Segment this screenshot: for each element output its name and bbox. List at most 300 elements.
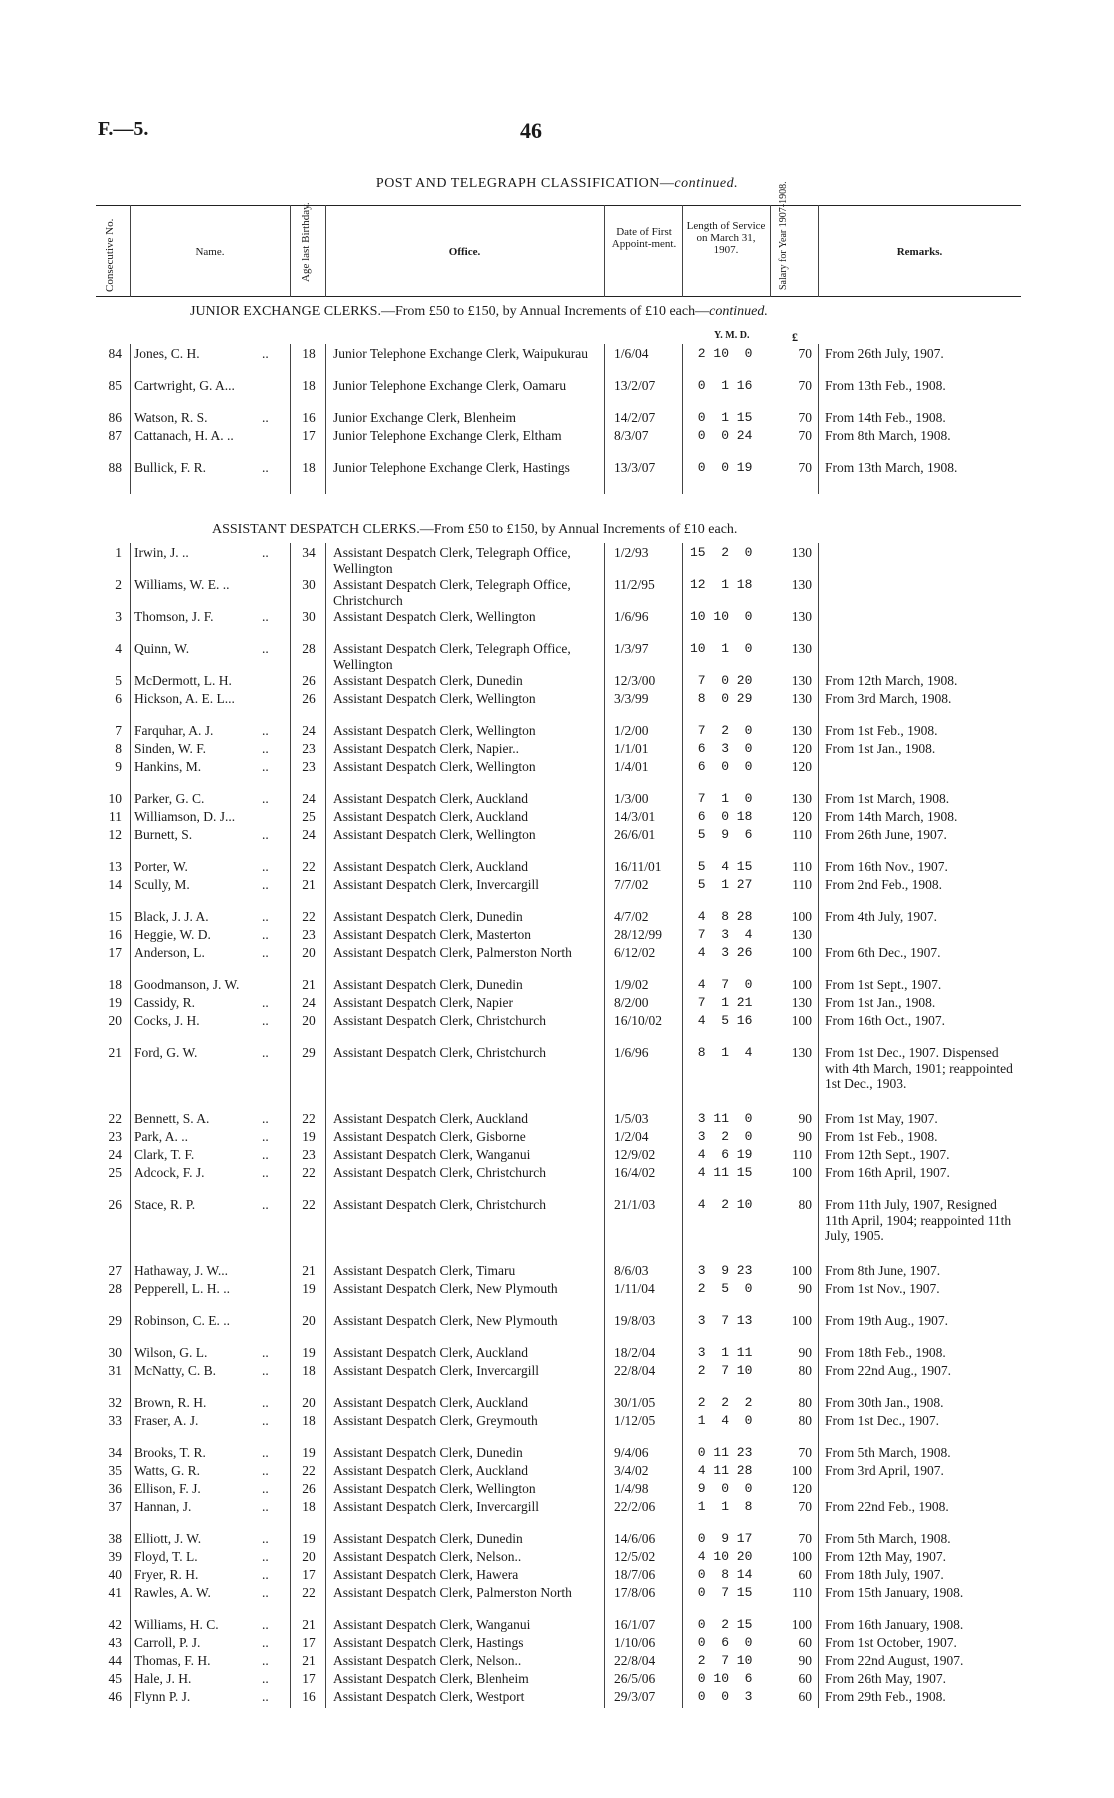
row-number: 29 [108, 1313, 122, 1328]
row-name: Black, J. J. A. [134, 909, 209, 924]
row-name: Clark, T. F. [134, 1147, 195, 1162]
row-remarks: From 12th May, 1907. [825, 1549, 946, 1564]
row-office: Assistant Despatch Clerk, Wellington [333, 1481, 536, 1496]
row-date-first: 1/5/03 [614, 1111, 649, 1126]
row-number: 39 [108, 1549, 122, 1564]
row-leader-dots: .. [262, 1617, 269, 1632]
row-office: Assistant Despatch Clerk, Wellington [333, 759, 536, 774]
row-leader-dots: .. [262, 1671, 269, 1686]
row-salary: 90 [798, 1345, 812, 1360]
row-number: 34 [108, 1445, 122, 1460]
row-number: 14 [108, 877, 122, 892]
row-date-first: 6/12/02 [614, 945, 656, 960]
row-office: Assistant Despatch Clerk, Dunedin [333, 977, 523, 992]
row-office: Assistant Despatch Clerk, Westport [333, 1689, 525, 1704]
row-office: Assistant Despatch Clerk, Invercargill [333, 877, 539, 892]
row-date-first: 8/3/07 [614, 428, 649, 443]
row-remarks: From 3rd April, 1907. [825, 1463, 944, 1478]
row-age: 21 [302, 1653, 316, 1668]
row-length-service: 4 6 19 [690, 1147, 753, 1162]
row-salary: 70 [798, 460, 812, 475]
row-number: 31 [108, 1363, 122, 1378]
row-length-service: 0 0 3 [690, 1689, 753, 1704]
row-date-first: 3/4/02 [614, 1463, 649, 1478]
row-salary: 130 [791, 673, 812, 688]
row-number: 23 [108, 1129, 122, 1144]
row-remarks: From 18th Feb., 1908. [825, 1345, 946, 1360]
row-leader-dots: .. [262, 1481, 269, 1496]
row-leader-dots: .. [262, 1395, 269, 1410]
section-heading-assistant-despatch: ASSISTANT DESPATCH CLERKS.—From £50 to £150, by Annual Increments of £10 each. [212, 522, 738, 537]
row-name: Rawles, A. W. [134, 1585, 211, 1600]
row-age: 24 [302, 791, 316, 806]
row-office: Assistant Despatch Clerk, Christchurch [333, 1197, 546, 1212]
row-length-service: 10 10 0 [690, 609, 753, 624]
length-col-rule [682, 543, 683, 1708]
row-office: Junior Telephone Exchange Clerk, Oamaru [333, 378, 567, 393]
remarks-col-rule [818, 543, 819, 1708]
row-name: Williams, W. E. .. [134, 577, 230, 592]
row-salary: 90 [798, 1111, 812, 1126]
row-salary: 70 [798, 378, 812, 393]
row-office: Assistant Despatch Clerk, Masterton [333, 927, 531, 942]
row-number: 36 [108, 1481, 122, 1496]
row-remarks: From 13th March, 1908. [825, 460, 958, 475]
col-remarks: Remarks. [896, 246, 943, 258]
row-office: Assistant Despatch Clerk, Auckland [333, 1463, 528, 1478]
row-name: Fraser, A. J. [134, 1413, 199, 1428]
row-number: 2 [115, 577, 122, 592]
row-office: Assistant Despatch Clerk, Timaru [333, 1263, 516, 1278]
row-office: Junior Telephone Exchange Clerk, Eltham [333, 428, 562, 443]
row-age: 26 [302, 691, 316, 706]
row-age: 21 [302, 877, 316, 892]
row-name: Ford, G. W. [134, 1045, 198, 1060]
row-date-first: 1/3/97 [614, 641, 649, 656]
row-salary: 120 [791, 741, 812, 756]
row-remarks: From 1st Nov., 1907. [825, 1281, 940, 1296]
row-salary: 70 [798, 1445, 812, 1460]
row-salary: 100 [791, 945, 812, 960]
row-age: 22 [302, 1585, 316, 1600]
row-length-service: 6 3 0 [690, 741, 753, 756]
row-office: Assistant Despatch Clerk, Auckland [333, 1345, 528, 1360]
row-office: Assistant Despatch Clerk, Dunedin [333, 673, 523, 688]
row-remarks: From 1st October, 1907. [825, 1635, 957, 1650]
row-name: Jones, C. H. [134, 346, 200, 361]
row-remarks: From 13th Feb., 1908. [825, 378, 946, 393]
row-number: 42 [108, 1617, 122, 1632]
row-date-first: 1/6/04 [614, 346, 649, 361]
row-length-service: 4 11 28 [690, 1463, 753, 1478]
row-number: 85 [108, 378, 122, 393]
row-date-first: 12/3/00 [614, 673, 656, 688]
row-salary: 120 [791, 1481, 812, 1496]
row-name: Farquhar, A. J. [134, 723, 214, 738]
row-office: Assistant Despatch Clerk, New Plymouth [333, 1281, 558, 1296]
row-salary: 130 [791, 995, 812, 1010]
row-age: 20 [302, 1395, 316, 1410]
row-date-first: 22/8/04 [614, 1653, 656, 1668]
row-salary: 130 [791, 641, 812, 656]
name-col-rule [130, 543, 131, 1708]
row-date-first: 1/9/02 [614, 977, 649, 992]
row-length-service: 7 1 21 [690, 995, 753, 1010]
col-age: Age last Birthday. [300, 202, 312, 282]
row-date-first: 29/3/07 [614, 1689, 656, 1704]
row-remarks: From 29th Feb., 1908. [825, 1689, 946, 1704]
row-name: McNatty, C. B. [134, 1363, 216, 1378]
row-office: Assistant Despatch Clerk, Wellington [333, 827, 536, 842]
row-length-service: 0 1 16 [690, 378, 753, 393]
row-leader-dots: .. [262, 927, 269, 942]
row-date-first: 1/4/98 [614, 1481, 649, 1496]
row-salary: 70 [798, 428, 812, 443]
row-salary: 130 [791, 609, 812, 624]
row-date-first: 11/2/95 [614, 577, 655, 592]
row-age: 28 [302, 641, 316, 656]
row-age: 18 [302, 1499, 316, 1514]
row-date-first: 18/7/06 [614, 1567, 656, 1582]
row-name: Hale, J. H. [134, 1671, 192, 1686]
row-leader-dots: .. [262, 1111, 269, 1126]
row-remarks: From 14th Feb., 1908. [825, 410, 946, 425]
row-remarks: From 12th Sept., 1907. [825, 1147, 950, 1162]
row-number: 24 [108, 1147, 122, 1162]
row-remarks: From 22nd Feb., 1908. [825, 1499, 949, 1514]
row-age: 26 [302, 673, 316, 688]
row-length-service: 4 7 0 [690, 977, 753, 992]
row-length-service: 4 10 20 [690, 1549, 753, 1564]
row-name: Cocks, J. H. [134, 1013, 200, 1028]
row-number: 86 [108, 410, 122, 425]
row-office: Assistant Despatch Clerk, Palmerston North [333, 1585, 572, 1600]
row-length-service: 0 7 15 [690, 1585, 753, 1600]
row-length-service: 5 1 27 [690, 877, 753, 892]
row-number: 4 [115, 641, 122, 656]
row-remarks: From 16th Oct., 1907. [825, 1013, 945, 1028]
row-age: 18 [302, 460, 316, 475]
row-age: 19 [302, 1445, 316, 1460]
row-age: 22 [302, 859, 316, 874]
row-office: Assistant Despatch Clerk, Christchurch [333, 1013, 546, 1028]
row-salary: 60 [798, 1671, 812, 1686]
row-office: Assistant Despatch Clerk, Wellington [333, 691, 536, 706]
row-office: Assistant Despatch Clerk, Auckland [333, 809, 528, 824]
remarks-col-rule [818, 344, 819, 494]
row-age: 21 [302, 977, 316, 992]
row-age: 24 [302, 723, 316, 738]
row-length-service: 2 5 0 [690, 1281, 753, 1296]
row-name: Flynn P. J. [134, 1689, 191, 1704]
page-title [0, 176, 1114, 192]
row-name: Park, A. .. [134, 1129, 188, 1144]
row-leader-dots: .. [262, 1653, 269, 1668]
row-name: Carroll, P. J. [134, 1635, 201, 1650]
row-remarks: From 12th March, 1908. [825, 673, 958, 688]
row-length-service: 5 4 15 [690, 859, 753, 874]
office-col-rule [325, 543, 326, 1708]
row-office: Assistant Despatch Clerk, Napier.. [333, 741, 519, 756]
row-name: Bennett, S. A. [134, 1111, 210, 1126]
title-continued: continued. [674, 176, 739, 191]
row-number: 17 [108, 945, 122, 960]
row-office: Assistant Despatch Clerk, Telegraph Office, Christchurch [333, 577, 571, 608]
row-age: 25 [302, 809, 316, 824]
row-number: 88 [108, 460, 122, 475]
row-remarks: From 11th July, 1907, Resigned 11th April, 1904; reappointed 11th July, 1905. [825, 1197, 1012, 1243]
row-age: 18 [302, 346, 316, 361]
row-date-first: 1/1/01 [614, 741, 649, 756]
row-remarks: From 26th June, 1907. [825, 827, 947, 842]
row-name: McDermott, L. H. [134, 673, 232, 688]
date-col-rule [604, 543, 605, 1708]
row-office: Assistant Despatch Clerk, Telegraph Office, Wellington [333, 641, 571, 672]
row-leader-dots: .. [262, 460, 269, 475]
row-date-first: 3/3/99 [614, 691, 649, 706]
row-age: 20 [302, 1013, 316, 1028]
row-office: Junior Telephone Exchange Clerk, Hastings [333, 460, 570, 475]
row-leader-dots: .. [262, 791, 269, 806]
row-length-service: 3 11 0 [690, 1111, 753, 1126]
row-length-service: 2 10 0 [690, 346, 753, 361]
row-date-first: 1/12/05 [614, 1413, 656, 1428]
section1-heading-text: JUNIOR EXCHANGE CLERKS.—From £50 to £150, by Annual Increments of £10 each— [190, 304, 710, 319]
title-text: POST AND TELEGRAPH CLASSIFICATION— [375, 176, 675, 191]
row-length-service: 9 0 0 [690, 1481, 753, 1496]
row-leader-dots: .. [262, 759, 269, 774]
row-salary: 120 [791, 809, 812, 824]
row-age: 19 [302, 1345, 316, 1360]
row-office: Assistant Despatch Clerk, Christchurch [333, 1045, 546, 1060]
row-number: 28 [108, 1281, 122, 1296]
row-age: 17 [302, 1671, 316, 1686]
row-length-service: 1 4 0 [690, 1413, 753, 1428]
row-salary: 110 [792, 1585, 812, 1600]
row-remarks: From 1st Dec., 1907. [825, 1413, 939, 1428]
row-age: 22 [302, 909, 316, 924]
row-number: 18 [108, 977, 122, 992]
row-date-first: 30/1/05 [614, 1395, 656, 1410]
row-age: 19 [302, 1531, 316, 1546]
row-date-first: 1/2/93 [614, 545, 649, 560]
row-name: Floyd, T. L. [134, 1549, 198, 1564]
row-leader-dots: .. [262, 995, 269, 1010]
row-length-service: 6 0 0 [690, 759, 753, 774]
row-leader-dots: .. [262, 859, 269, 874]
date-col-rule [604, 344, 605, 494]
row-remarks: From 1st Dec., 1907. Dispensed with 4th March, 1901; reappointed 1st Dec., 1903. [825, 1045, 1013, 1091]
row-office: Assistant Despatch Clerk, New Plymouth [333, 1313, 558, 1328]
row-salary: 110 [792, 1147, 812, 1162]
row-remarks: From 18th July, 1907. [825, 1567, 944, 1582]
row-number: 25 [108, 1165, 122, 1180]
row-length-service: 4 11 15 [690, 1165, 753, 1180]
row-age: 19 [302, 1129, 316, 1144]
row-remarks: From 5th March, 1908. [825, 1531, 951, 1546]
row-office: Assistant Despatch Clerk, Hawera [333, 1567, 519, 1582]
row-date-first: 21/1/03 [614, 1197, 656, 1212]
row-number: 13 [108, 859, 122, 874]
length-col-rule [682, 344, 683, 494]
row-name: Hickson, A. E. L... [134, 691, 235, 706]
row-salary: 120 [791, 759, 812, 774]
row-age: 34 [302, 545, 316, 560]
row-date-first: 1/3/00 [614, 791, 649, 806]
row-office: Assistant Despatch Clerk, Invercargill [333, 1363, 539, 1378]
row-salary: 90 [798, 1129, 812, 1144]
row-date-first: 1/11/04 [614, 1281, 655, 1296]
row-length-service: 0 10 6 [690, 1671, 753, 1686]
row-name: Watts, G. R. [134, 1463, 201, 1478]
row-number: 43 [108, 1635, 122, 1650]
row-name: Hathaway, J. W... [134, 1263, 228, 1278]
row-remarks: From 8th March, 1908. [825, 428, 951, 443]
row-date-first: 19/8/03 [614, 1313, 656, 1328]
row-salary: 70 [798, 1499, 812, 1514]
row-date-first: 4/7/02 [614, 909, 649, 924]
row-length-service: 3 9 23 [690, 1263, 753, 1278]
row-office: Assistant Despatch Clerk, Auckland [333, 791, 528, 806]
row-length-service: 0 8 14 [690, 1567, 753, 1582]
row-age: 20 [302, 1313, 316, 1328]
row-salary: 130 [791, 927, 812, 942]
header-bottom-rule [96, 296, 1021, 297]
row-age: 18 [302, 1413, 316, 1428]
row-length-service: 7 0 20 [690, 673, 753, 688]
row-salary: 130 [791, 691, 812, 706]
row-office: Assistant Despatch Clerk, Napier [333, 995, 513, 1010]
row-salary: 130 [791, 1045, 812, 1060]
page-number: 46 [520, 118, 542, 143]
row-name: Williamson, D. J... [134, 809, 236, 824]
row-date-first: 16/4/02 [614, 1165, 656, 1180]
name-col-rule [130, 344, 131, 494]
row-remarks: From 1st Jan., 1908. [825, 741, 936, 756]
row-remarks: From 1st Feb., 1908. [825, 1129, 938, 1144]
row-remarks: From 6th Dec., 1907. [825, 945, 941, 960]
row-office: Junior Exchange Clerk, Blenheim [333, 410, 516, 425]
row-remarks: From 30th Jan., 1908. [825, 1395, 944, 1410]
row-office: Assistant Despatch Clerk, Wanganui [333, 1147, 531, 1162]
row-age: 23 [302, 759, 316, 774]
row-leader-dots: .. [262, 1567, 269, 1582]
salary-units: £ [792, 330, 798, 344]
row-number: 5 [115, 673, 122, 688]
row-number: 10 [108, 791, 122, 806]
row-leader-dots: .. [262, 346, 269, 361]
row-number: 27 [108, 1263, 122, 1278]
row-remarks: From 1st Feb., 1908. [825, 723, 938, 738]
row-number: 12 [108, 827, 122, 842]
row-office: Assistant Despatch Clerk, Auckland [333, 1111, 528, 1126]
row-number: 41 [108, 1585, 122, 1600]
row-date-first: 14/6/06 [614, 1531, 656, 1546]
row-leader-dots: .. [262, 1197, 269, 1212]
row-age: 20 [302, 1549, 316, 1564]
row-office: Assistant Despatch Clerk, Blenheim [333, 1671, 529, 1686]
row-salary: 130 [791, 577, 812, 592]
row-number: 26 [108, 1197, 122, 1212]
row-date-first: 7/7/02 [614, 877, 649, 892]
row-office: Assistant Despatch Clerk, Auckland [333, 1395, 528, 1410]
row-number: 32 [108, 1395, 122, 1410]
row-number: 87 [108, 428, 122, 443]
row-age: 26 [302, 1481, 316, 1496]
row-salary: 70 [798, 346, 812, 361]
row-length-service: 4 8 28 [690, 909, 753, 924]
row-date-first: 1/4/01 [614, 759, 649, 774]
row-name: Stace, R. P. [134, 1197, 196, 1212]
row-date-first: 1/6/96 [614, 609, 649, 624]
row-number: 84 [108, 346, 122, 361]
row-date-first: 26/6/01 [614, 827, 656, 842]
row-salary: 60 [798, 1689, 812, 1704]
row-office: Assistant Despatch Clerk, Nelson.. [333, 1653, 522, 1668]
row-remarks: From 1st May, 1907. [825, 1111, 938, 1126]
row-salary: 100 [791, 1165, 812, 1180]
row-office: Assistant Despatch Clerk, Dunedin [333, 1445, 523, 1460]
row-office: Assistant Despatch Clerk, Palmerston North [333, 945, 572, 960]
row-number: 45 [108, 1671, 122, 1686]
row-name: Thomson, J. F. [134, 609, 214, 624]
row-leader-dots: .. [262, 741, 269, 756]
row-salary: 130 [791, 723, 812, 738]
row-date-first: 18/2/04 [614, 1345, 656, 1360]
row-length-service: 10 1 0 [690, 641, 753, 656]
row-salary: 100 [791, 909, 812, 924]
row-leader-dots: .. [262, 1147, 269, 1162]
row-date-first: 12/9/02 [614, 1147, 656, 1162]
row-name: Parker, G. C. [134, 791, 205, 806]
row-age: 23 [302, 927, 316, 942]
row-office: Assistant Despatch Clerk, Dunedin [333, 1531, 523, 1546]
row-number: 7 [115, 723, 122, 738]
row-leader-dots: .. [262, 1363, 269, 1378]
row-length-service: 8 1 4 [690, 1045, 753, 1060]
row-length-service: 0 6 0 [690, 1635, 753, 1650]
row-leader-dots: .. [262, 909, 269, 924]
row-length-service: 0 2 15 [690, 1617, 753, 1632]
row-remarks: From 16th April, 1907. [825, 1165, 950, 1180]
row-leader-dots: .. [262, 641, 269, 656]
row-length-service: 0 11 23 [690, 1445, 753, 1460]
row-age: 18 [302, 378, 316, 393]
row-salary: 60 [798, 1635, 812, 1650]
row-office: Assistant Despatch Clerk, Invercargill [333, 1499, 539, 1514]
row-leader-dots: .. [262, 545, 269, 560]
row-age: 24 [302, 827, 316, 842]
row-office: Assistant Despatch Clerk, Nelson.. [333, 1549, 522, 1564]
row-name: Robinson, C. E. .. [134, 1313, 231, 1328]
row-date-first: 9/4/06 [614, 1445, 649, 1460]
row-length-service: 12 1 18 [690, 577, 753, 592]
row-leader-dots: .. [262, 1531, 269, 1546]
age-col-rule [290, 543, 291, 1708]
age-col-rule [290, 344, 291, 494]
row-remarks: From 16th Nov., 1907. [825, 859, 948, 874]
row-length-service: 6 0 18 [690, 809, 753, 824]
row-remarks: From 3rd March, 1908. [825, 691, 952, 706]
row-length-service: 7 3 4 [690, 927, 753, 942]
row-date-first: 12/5/02 [614, 1549, 656, 1564]
row-leader-dots: .. [262, 945, 269, 960]
office-col-rule [325, 344, 326, 494]
row-number: 33 [108, 1413, 122, 1428]
row-length-service: 4 5 16 [690, 1013, 753, 1028]
row-remarks: From 16th January, 1908. [825, 1617, 964, 1632]
row-name: Goodmanson, J. W. [134, 977, 240, 992]
